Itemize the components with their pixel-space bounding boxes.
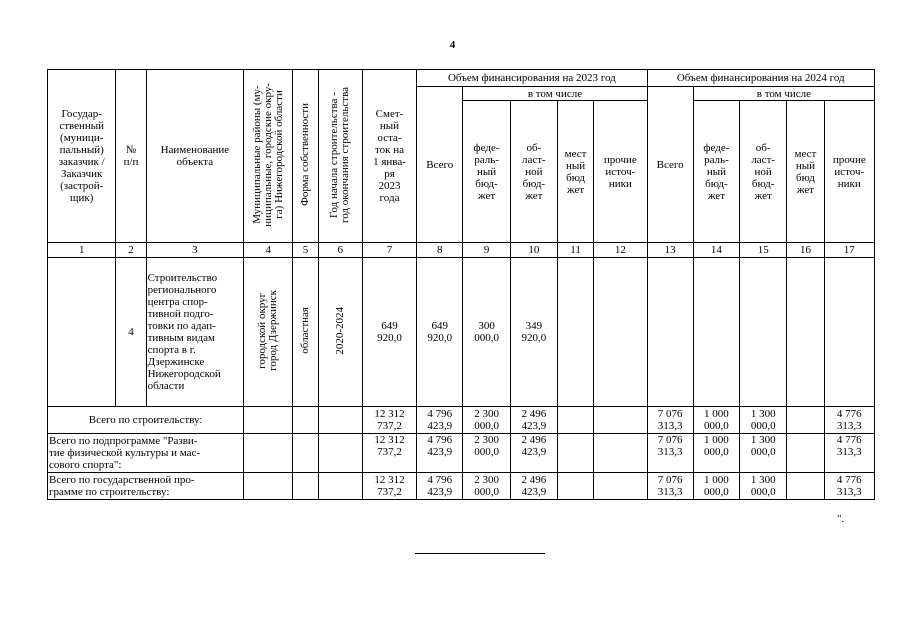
summary-2023-local [557,434,593,473]
summary-2024-other: 4 776 313,3 [824,434,874,473]
summary-2023-regional: 2 496 423,9 [510,407,557,434]
col-number: 14 [693,243,739,258]
col-number: 10 [510,243,557,258]
summary-estimate: 12 312 737,2 [362,434,416,473]
object-2023-federal: 300 000,0 [463,258,510,407]
header-2023-regional: об- ласт- ной бюд- жет [510,101,557,243]
header-num: № п/п [116,70,146,243]
header-name: Наименование объекта [146,70,244,243]
summary-2023-federal: 2 300 000,0 [463,407,510,434]
header-estimate: Смет- ный оста- ток на 1 янва- ря 2023 года [362,70,416,243]
summary-estimate: 12 312 737,2 [362,407,416,434]
header-ownership: Форма собственности [293,70,318,243]
object-2023-other [594,258,647,407]
summary-2023-federal: 2 300 000,0 [463,434,510,473]
col-number: 2 [116,243,146,258]
summary-row [48,473,875,500]
summary-label: Всего по строительству: [48,407,244,434]
financing-table [47,69,875,500]
object-row [48,258,875,407]
summary-cell [293,473,318,500]
summary-2023-total: 4 796 423,9 [417,473,463,500]
summary-2024-total: 7 076 313,3 [647,407,693,434]
summary-2024-federal: 1 000 000,0 [693,473,739,500]
col-number: 5 [293,243,318,258]
column-numbers-row [48,243,875,258]
summary-2024-total: 7 076 313,3 [647,473,693,500]
summary-2023-other [594,434,647,473]
header-2024-regional: об- ласт- ной бюд- жет [740,101,787,243]
col-number: 6 [318,243,362,258]
summary-2023-local [557,407,593,434]
header-2024-local: мест ный бюд жет [787,101,824,243]
object-2023-total: 649 920,0 [417,258,463,407]
header-2024-federal: феде- раль- ный бюд- жет [693,101,739,243]
summary-cell [318,434,362,473]
summary-estimate: 12 312 737,2 [362,473,416,500]
summary-2023-other [594,407,647,434]
header-2023-local: мест ный бюд жет [557,101,593,243]
summary-2024-regional: 1 300 000,0 [740,473,787,500]
summary-2024-other: 4 776 313,3 [824,407,874,434]
summary-2023-total: 4 796 423,9 [417,407,463,434]
summary-label: Всего по государственной про- грамме по строительству: [48,473,244,500]
summary-2024-total: 7 076 313,3 [647,434,693,473]
closing-quote-mark: ". [837,513,845,525]
summary-2024-local [787,434,824,473]
object-2023-local [557,258,593,407]
summary-2024-federal: 1 000 000,0 [693,407,739,434]
summary-cell [293,434,318,473]
col-number: 16 [787,243,824,258]
summary-2023-regional: 2 496 423,9 [510,473,557,500]
header-2024-other: прочие источ- ники [824,101,874,243]
header-2023-total: Всего [417,87,463,243]
object-years: 2020-2024 [318,258,362,407]
col-number: 9 [463,243,510,258]
summary-cell [318,407,362,434]
header-years: Год начала строительства - год окончания строительства [318,70,362,243]
col-number: 12 [594,243,647,258]
summary-2024-local [787,473,824,500]
summary-2024-federal: 1 000 000,0 [693,434,739,473]
object-2024-other [824,258,874,407]
object-name: Строительство регионального центра спор- тивной подго- товки по адап- тивным видам спорта в г. Дзержинске Нижегородской области [146,258,244,407]
object-2024-total [647,258,693,407]
summary-2024-local [787,407,824,434]
summary-row [48,434,875,473]
header-2023-other: прочие источ- ники [594,101,647,243]
header-districts: Муниципальные районы (му- ниципальные, городские окру- га) Нижегородской области [244,70,293,243]
header-2023-incl: в том числе [463,87,647,101]
object-estimate: 649 920,0 [362,258,416,407]
summary-2023-regional: 2 496 423,9 [510,434,557,473]
header-customer: Государ- ственный (муници- пальный) заказчик / Заказчик (застрой- щик) [48,70,116,243]
summary-2023-local [557,473,593,500]
summary-2023-federal: 2 300 000,0 [463,473,510,500]
summary-2023-other [594,473,647,500]
col-number: 1 [48,243,116,258]
summary-label: Всего по подпрограмме "Разви- тие физической культуры и мас- сового спорта": [48,434,244,473]
col-number: 17 [824,243,874,258]
object-customer [48,258,116,407]
page-number: 4 [449,39,456,51]
col-number: 11 [557,243,593,258]
header-2023-federal: феде- раль- ный бюд- жет [463,101,510,243]
object-2024-federal [693,258,739,407]
summary-2023-total: 4 796 423,9 [417,434,463,473]
separator-line [415,553,545,554]
header-2024-total: Всего [647,87,693,243]
summary-cell [244,407,293,434]
col-number: 13 [647,243,693,258]
object-ownership: областная [293,258,318,407]
summary-2024-regional: 1 300 000,0 [740,434,787,473]
object-2024-local [787,258,824,407]
header-2024-incl: в том числе [693,87,874,101]
col-number: 8 [417,243,463,258]
summary-cell [244,473,293,500]
col-number: 7 [362,243,416,258]
col-number: 15 [740,243,787,258]
object-2024-regional [740,258,787,407]
summary-cell [293,407,318,434]
object-2023-regional: 349 920,0 [510,258,557,407]
summary-cell [318,473,362,500]
header-fin-2024: Объем финансирования на 2024 год [647,70,874,87]
summary-row [48,407,875,434]
summary-cell [244,434,293,473]
col-number: 4 [244,243,293,258]
col-number: 3 [146,243,244,258]
summary-2024-regional: 1 300 000,0 [740,407,787,434]
object-district: городской округ город Дзержинск [244,258,293,407]
header-fin-2023: Объем финансирования на 2023 год [417,70,647,87]
object-num: 4 [116,258,146,407]
summary-2024-other: 4 776 313,3 [824,473,874,500]
